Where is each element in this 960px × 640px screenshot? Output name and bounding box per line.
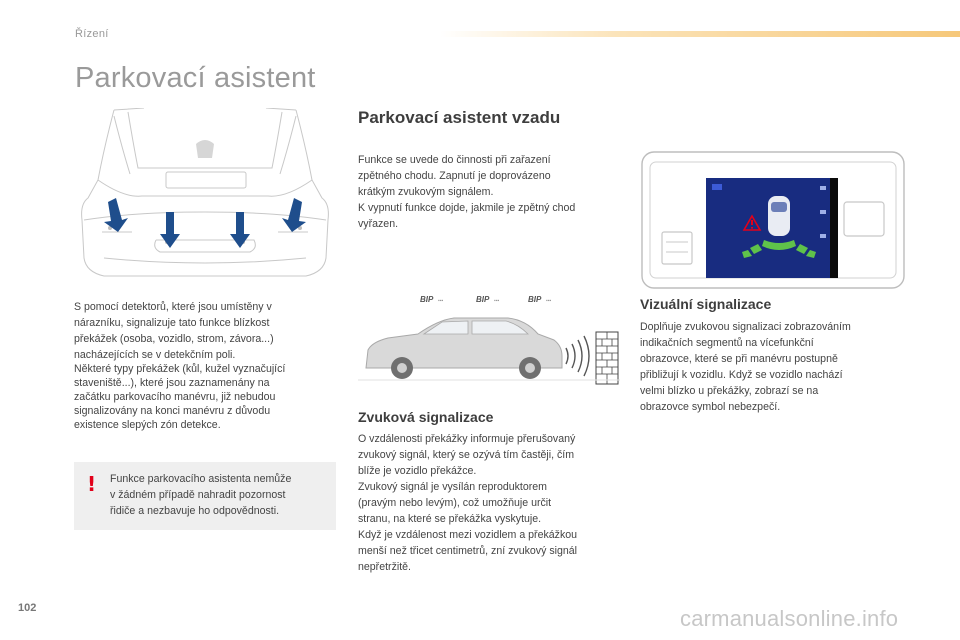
sound-wave-icon: [566, 336, 589, 376]
section-label: Řízení: [75, 28, 109, 40]
car-side-illustration: [358, 290, 620, 392]
warning-icon: !: [87, 472, 97, 496]
sound-heading: Zvuková signalizace: [358, 409, 494, 425]
warning-text: Funkce parkovacího asistenta nemůže v žádném případě nahradit pozornost řidiče a nezbavuje ho odpovědnosti.: [110, 473, 292, 517]
brick-wall-icon: [596, 332, 618, 384]
parked-car-icon: [768, 196, 790, 236]
car-rear-illustration: [74, 108, 336, 284]
bip-label: BIP: [476, 295, 490, 304]
multifunction-screen-illustration: [640, 150, 906, 290]
visual-heading: Vizuální signalizace: [640, 296, 772, 312]
watermark: carmanualsonline.info: [680, 606, 899, 631]
svg-text:▪▪▪: ▪▪▪: [546, 298, 552, 304]
page-title: Parkovací asistent: [75, 62, 316, 94]
page-number: 102: [18, 602, 37, 614]
header-rule: [440, 31, 960, 37]
warning-box: [74, 462, 336, 530]
car-silhouette: [366, 318, 562, 379]
svg-text:▪▪▪: ▪▪▪: [494, 298, 500, 304]
svg-text:▪▪▪: ▪▪▪: [438, 298, 444, 304]
bip-label: BIP: [420, 295, 434, 304]
bip-label: BIP: [528, 295, 542, 304]
rear-heading: Parkovací asistent vzadu: [358, 108, 561, 127]
